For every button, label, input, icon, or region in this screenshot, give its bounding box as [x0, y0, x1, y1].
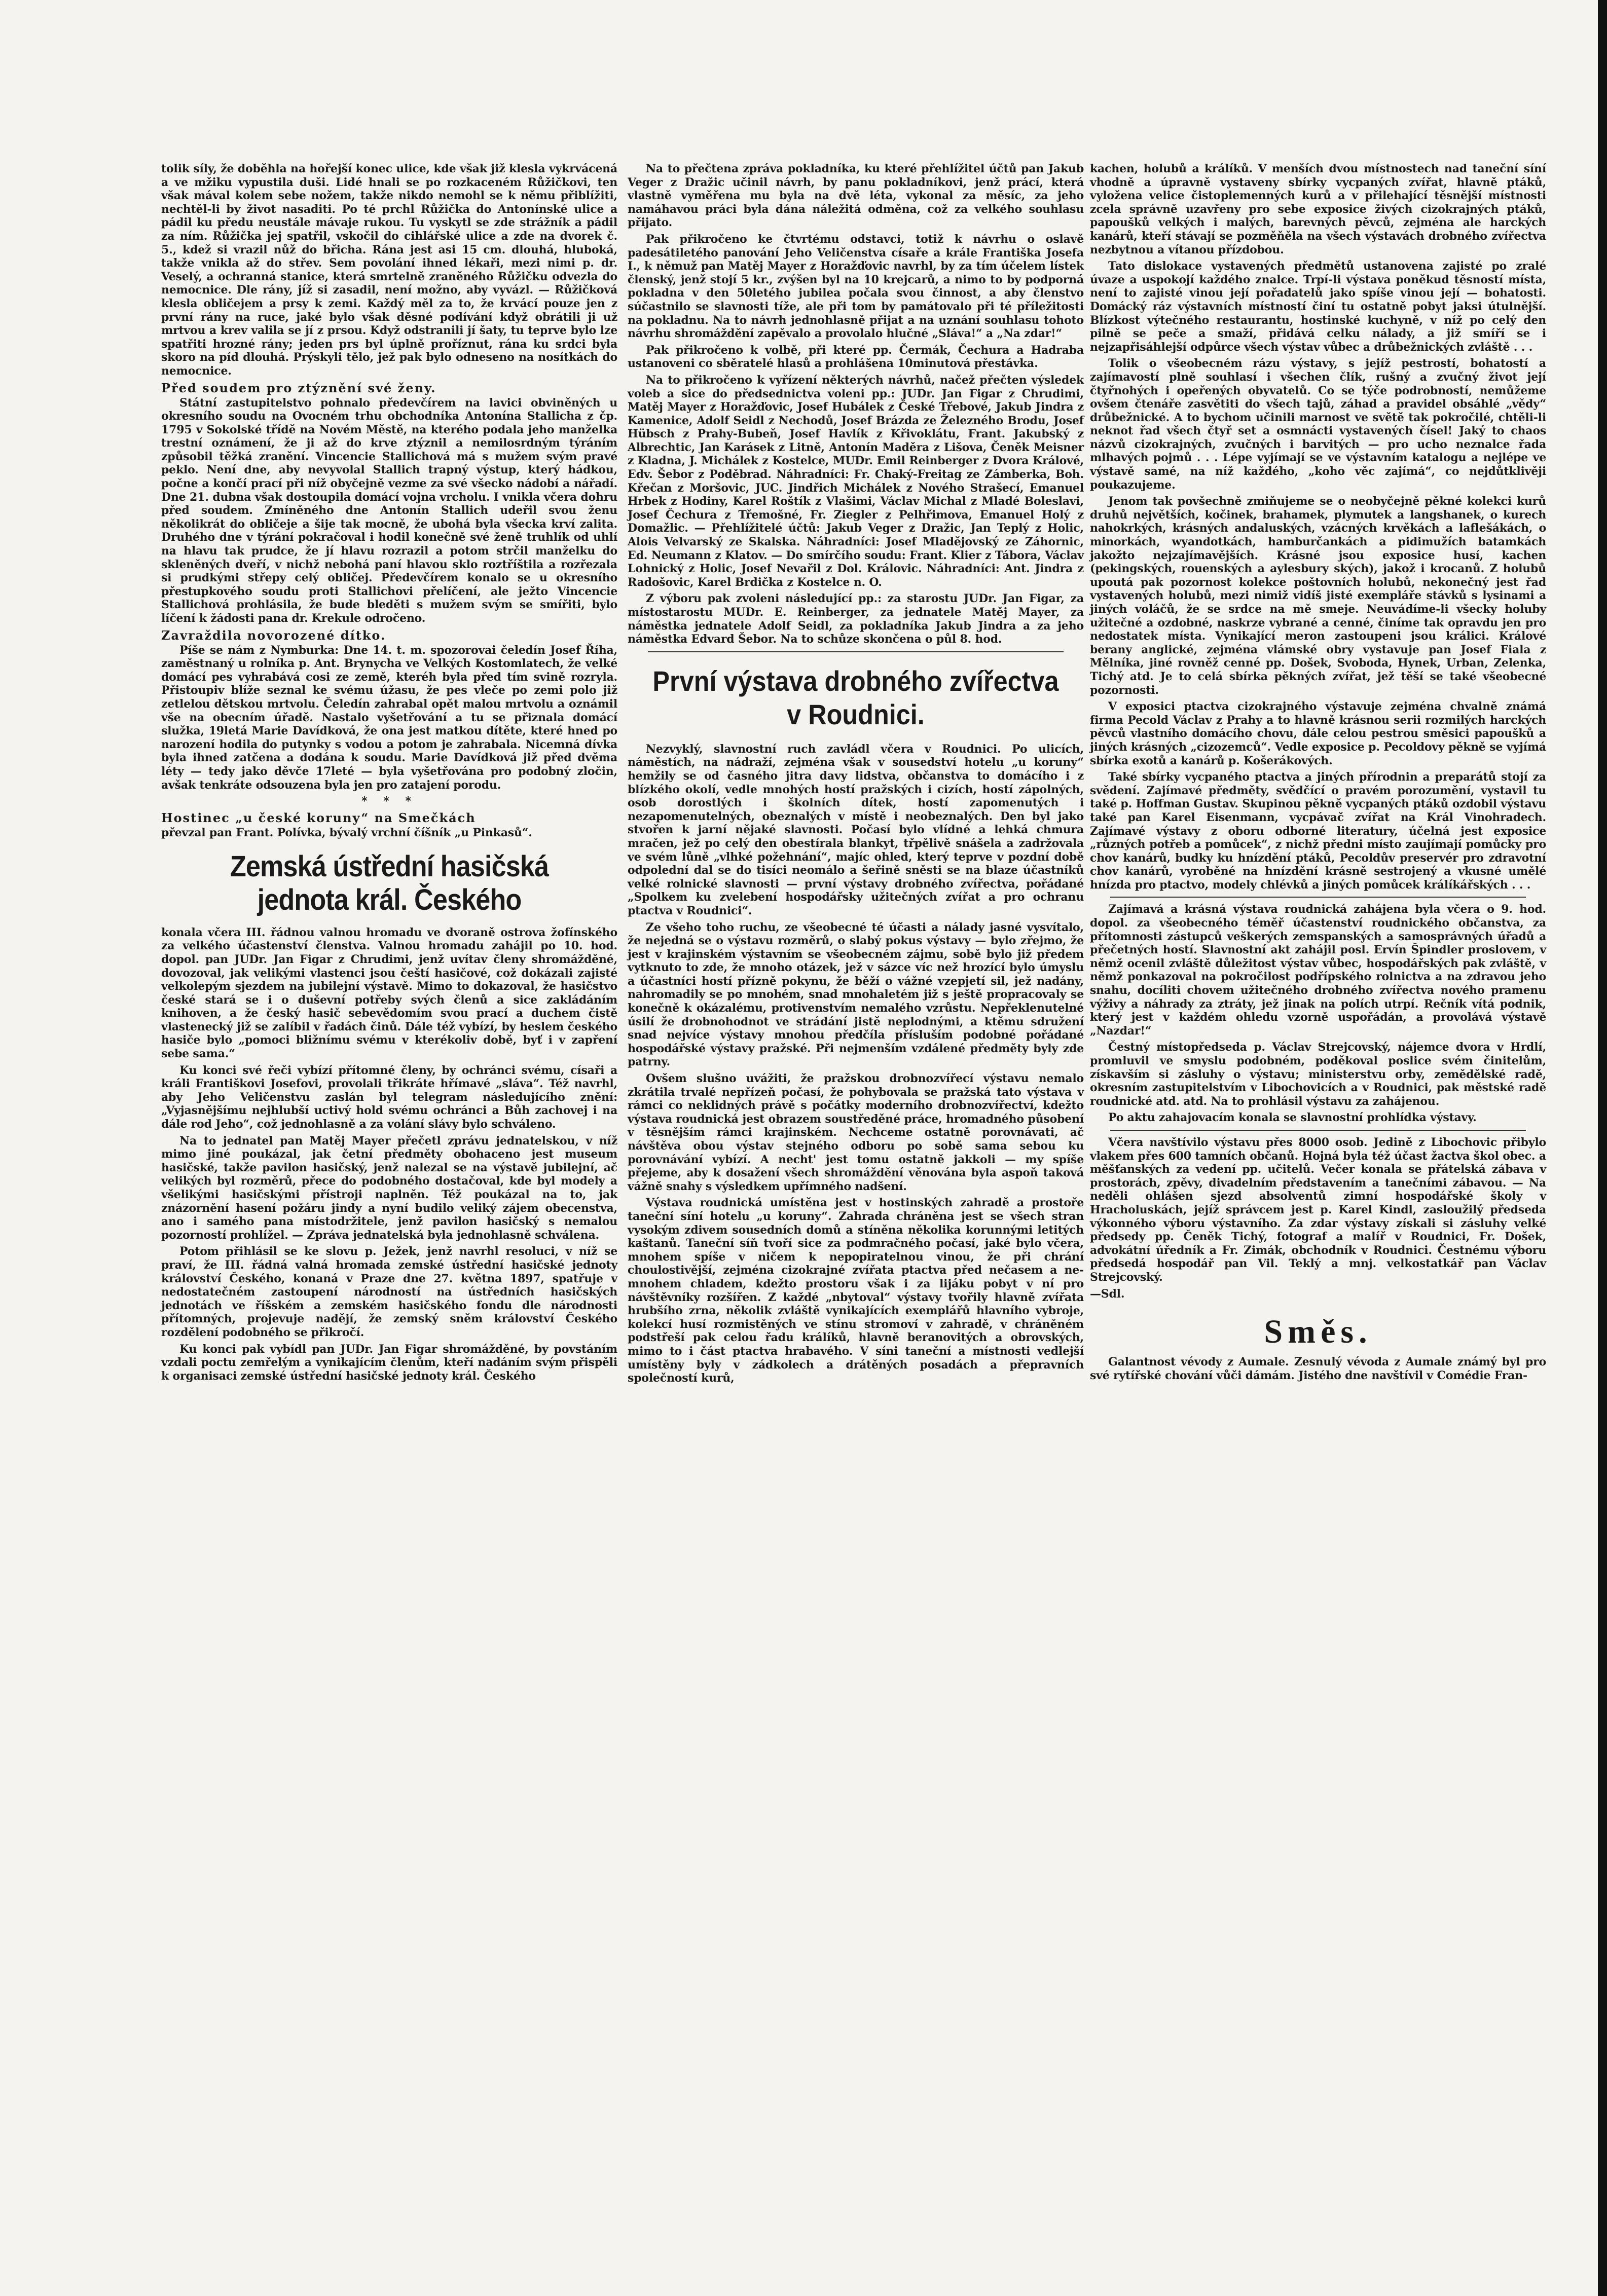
article-paragraph: Čestný místopředseda p. Václav Strejcovský, nájemce dvora v Hrdlí, promluvil ve smyslu podobném, poděkoval poslice svém činitelům, získavším si zásluhy o výstavu; ministerstvu orby, zemědělské radě, okresním zastupitelstvím v Libochovicích a v Roudnici, pak městské radě roudnické atd. atd. Na to prohlásil výstavu za zahájenou.	[1090, 1041, 1546, 1108]
section-separator: * * *	[361, 795, 417, 808]
article-paragraph: Nezvyklý, slavnostní ruch zavládl včera v Roudnici. Po ulicích, náměstích, na nádraží, zejména však v sousedství hotelu „u koruny“ hemžily se od časného jitra davy lidstva, občanstva to domácího i z blízkého okolí, vedle mnohých hostí pražských i cizích, hostí zápolných, osob dorostlých i školních dítek, hostí zapomenutých i nezapomenutelných, obeznalých v místě i neobeznalých. Den byl jako stvořen k jarní nějaké slavnosti. Počasí bylo vlídné a lehká chmura mračen, jež po celý den obestírala blankyt, třpělivě snášela a zadržovala ve svém lůně „vlhké požehnání“, majíc ohled, který teprve v pozdní době odpolední dal se do tisíci neomálo a šeřině sněsti se na blaze účastníků velké rolnické slavnosti — první výstavy drobného zvířectva, pořádané „Spolkem ku zvelebení hospodářsky užitečných zvířat a pro ochranu ptactva v Roudnici“.	[628, 742, 1084, 917]
column-1	[161, 162, 617, 1386]
article-paragraph: Píše se nám z Nymburka: Dne 14. t. m. spozorovai čeledín Josef Říha, zaměstnaný u rolníka p. Ant. Brynycha ve Velkých Kostomlatech, že velké domácí pes vyhrabává cosi ze země, kteréh byla před tím svině rozryla. Přistoupiv blíže seznal ke svému úžasu, že pes vleče po zemi polo již zetlelou dětskou mrtvolu. Čeledín zahrabal opět malou mrtvolu a oznámil vše na obecním úřadě. Nastalo vyšetřování a tu se přiznala domácí služka, 19letá Marie Davídková, že ona jest matkou dítěte, které hned po narození hodila do putynky s vodou a potom je zahrabala. Nicemná dívka byla ihned zatčena a dodána k soudu. Marie Davídková již před dvěma léty — tedy jako děvče 17leté — byla vyšetřována pro podobný zločin, avšak tenkráte odsouzena byla jen pro zatajení porodu.	[161, 643, 617, 792]
news-item-title: Hostinec „u české koruny“ na Smečkách	[161, 810, 476, 826]
article-paragraph: Ku konci pak vybídl pan JUDr. Jan Figar shromážděné, by povstáním vzdali poctu zemřelým a vynikajícím členům, kteří nadáním svým přispěli k organisaci zemské ústřední hasičské jednoty král. Českého	[161, 1342, 617, 1383]
divider	[648, 651, 1064, 652]
news-item-title: Zavraždila novorozené dítko.	[161, 627, 386, 643]
article-paragraph: Z výboru pak zvoleni následující pp.: za starostu JUDr. Jan Figar, za místostarostu MUDr. E. Reinberger, za jednatele Matěj Mayer, za náměstka jednatele Adolf Seidl, za pokladníka Jakub Jindra a za jeho náměstka Edvard Šebor. Na to schůze skončena o půl 8. hod.	[628, 592, 1084, 646]
article-paragraph: Státní zastupitelstvo pohnalo předevčírem na lavici obviněných u okresního soudu na Ovocném trhu obchodníka Antonína Stallicha z čp. 1795 v Sokolské třídě na Novém Městě, na kteréhо podala jeho manželka trestní oznámení, že ji až do krve ztýznil a nemilosrdným týráním způsobil těžká zranění. Vincencie Stallichová má s mužem svým pravé peklo. Není dne, aby nevyvolal Stallich trapný výstup, který hádkou, počne a končí prací při níž obyčejně vezme za své všecko nádobí a nářadí. Dne 21. dubna však dostoupila domácí vojna vrcholu. I vnikla včera dohru před soudem. Zmíněného dne Antonín Stallich udeřil svou ženu několikrát do obličeje a šije tak mocně, že ubohá byla všecka krví zalita. Druhého dne v týrání pokračoval i hodil konečně své ženě truhlík od uhlí na hlavu tak prudce, že jí hlavu rozrazil a potom strčil manželku do skleněných dveří, v nichž nebohá paní hlavou sklo roztříštila a rozřezala si prudkými střepy celý obličej. Předevčírem konalo se u okresního přestupkového soudu proti Stallichovi přelíčení, ale ježto Vincencie Stallichová prohlásila, že bude bleděti s mužem svým se smířiti, bylo líčení k žádosti pana dr. Krekule odročeno.	[161, 396, 617, 625]
article-paragraph: V exposici ptactva cizokrajného výstavuje zejména chvalně známá firma Pecold Václav z Prahy a to hlavně krásnou serii rozmilých harckých pěvců vlastního domácího chovu, dále celou pestrou směsici papoušků a jiných krásných „cizozemců“. Vedle exposice p. Pecoldovy pěkně se vyjímá sbírka exotů a kanárů p. Košerákových.	[1090, 700, 1546, 767]
section-heading: Směs.	[1264, 1313, 1372, 1351]
divider	[1110, 1130, 1526, 1131]
article-paragraph: Na to přečtena zpráva pokladníka, ku které přehlížitel účtů pan Jakub Veger z Dražic učinil návrh, by panu pokladníkovi, jenž prácí, která vlastně vyměřena mu byla na dvě léta, vykonal za měsíc, za jeho namáhavou práci byla dána náležitá odměna, což za velkého souhlasu přijato.	[628, 162, 1084, 230]
article-paragraph: Na to jednatel pan Matěj Mayer přečetl zprávu jednatelskou, v níž mimo jiné poukázal, jak četní předměty obohaceno jest museum hasičské, takže pavilon hasičský, jenž nalezal se na výstavě jubilejní, ač velikých byl rozměrů, přece do podobného dostačoval, kde byl modely a všelikými hasičskými přístroji naplněn. Též poukázal na to, jak znázornění hasení požáru jindy a nyní budilo veliký zájem obecenstva, ano i samého pana místodržitele, jenž pavilon hasičský s nemalou pozorností prohlížel. — Zpráva jednatelská byla jednohlasně schválena.	[161, 1134, 617, 1242]
article-headline: Zemská ústřední hasičská jednota král. Českého	[230, 849, 549, 916]
divider	[1110, 897, 1526, 898]
article-paragraph: Tato dislokace vystavených předmětů ustanovena zajisté po zralé úvaze a uspokojí každého znalce. Trpí-li výstava poněkud těsností místa, není to zajisté vinou její pořadatelů jako spíše vinou její — bohatosti. Domácký ráz výstavních místností činí tu ostatně pobyt jaksi útulnější. Blízkost výtečného restaurantu, hostinské kuchyně, v níž po celý den pilně se peče a smaží, přidává celku nálady, a již smíří se i nejzapřisáhlejší odpůrce všech výstav vůbec a drůbežnických zvláště . . .	[1090, 260, 1546, 354]
article-paragraph: Galantnost vévody z Aumale. Zesnulý vévoda z Aumale známý byl pro své rytířské chování vůči dámám. Jistého dne navštívil v Comédie Fran-	[1090, 1355, 1546, 1382]
column-2	[628, 162, 1084, 1388]
scan-edge	[1598, 0, 1607, 2296]
article-paragraph: Pak přikročeno k volbě, při které pp. Čermák, Čechura a Hadraba ustanoveni co sběratelé hlasů a prohlášena 10minutová přestávka.	[628, 343, 1084, 371]
article-paragraph: Potom přihlásil se ke slovu p. Ježek, jenž navrhl resoluci, v níž se praví, že III. řádná valná hromada zemské ústřední hasičské jednoty království Českého, konaná v Praze dne 27. května 1897, spatřuje v nedostatečném zastoupení národností na ústředních hasičských jednotách ve říšském a zemském hasičského fondu dle národnosti přítomných, projevuje nadějí, že zemský sněm království Českého rozdělení podobného se přikročí.	[161, 1245, 617, 1339]
column-3	[1090, 162, 1546, 1385]
news-item-title: Před soudem pro ztýznění své ženy.	[161, 380, 436, 395]
article-paragraph: Zajímavá a krásná výstava roudnická zahájena byla včera o 9. hod. dopol. za všeobecného téměř účastenství roudnického občanstva, za přítomnosti zástupců veškerých zemspanských a samosprávných úřadů a přečetných hostí. Slavnostní akt zahájil posl. Ervín Špindler proslovem, v němž ocenil zvláště důležitost výstav vůbec, hospodářských pak zvláště, v němž ponkazoval na pokročilost podřípského rolnictva a na zdravou jeho snahu, docíliti chovem užitečného drobného zvířectva nového pramenu výživy a náhrady za ztráty, jež jinak na polích utrpí. Rečník vítá podnik, který jest v každém ohledu vzorně uspořádán, a provolává výstavě „Nazdar!“	[1090, 903, 1546, 1038]
article-paragraph: Také sbírky vycpaného ptactva a jiných přírodnin a preparátů stojí za svědení. Zajímavé předměty, svědčící o pravém porozumění, vystavil tu také p. Hoffman Gustav. Skupinou pěkně vycpaných ptáků ozdobil výstavu také pan Karel Eisenmann, vycpávač zvířat na Král Vinohradech. Zajímavé výstavy z oboru odborné literatury, účelná jest exposice „různých potřeb a pomůcek“, z nichž předni místo zaujímají pomůcky pro chov kanárů, budky ku hnízdění ptáků, Pecoldův preservér pro zdravotní chov kanárů, vyroběné na hnízdění krásně sestrojený a vkusné umělé hnízda pro ptactvo, modely chlévků a jiných pomůcek králíkářských . . .	[1090, 770, 1546, 892]
article-paragraph: Výstava roudnická umístěna jest v hostinských zahradě a prostoře taneční síní hotelu „u koruny“. Zahrada chráněna jest se všech stran vysokým zdivem sousedních domů a stíněna několika korunnými letitých kaštanů. Taneční síň tvoří sice za podmračného počasí, jaké bylo včera, mnohem spíše v ničem k nepopiratelnou vinou, že při chrání choulostivější, zejména cizokrajné zvířata ptactva před nečasem a ne-mnohem chladem, kdežto prostoru však i za lijáku pobyt v ní pro návštěvníky rozšířen. Z každé „nbytoval“ výstavy tvořily hlavně zvířata hrubšího zrna, několik zvláště vynikajících exemplářů hlavního vybroje, kolekcí husí rozmistěných ve stínu stromoví v zahradě, v chráněném podstřeší pak celou řadu králíků, hlavně beranovitých a obrovských, mimo to i část ptactva hrabavého. V síni taneční a místnosti vedlejší umístěny byly v zádkolech a drátěných posadách a přepravních společností kurů,	[628, 1196, 1084, 1385]
author-signature: —Sdl.	[1090, 1287, 1125, 1301]
article-paragraph: Ze všeho toho ruchu, ze všeobecné té účasti a nálady jasné vysvítalo, že nejedná se o výstavu rozměrů, o slabý pokus výstavy — bylo zřejmo, že jest v krajinském výstavním se všeobecném zájmu, sobě bylo již předem vytknuto to zde, že mnoho otázek, jež v sázce víc než hrozící bylo úmyslu a účastníci hostí přízně pokynu, že běží o vážné vzepjetí sil, jež nadány, nahromadily se po mnohém, snad mnohaletém již s ještě propracovaly se konečně k okázalému, protivenstvím nemalého vzrůstu. Nepřeklenutelné úsilí že drobnohodnot ve strádání jistě neplodnými, a ktěmu sdružení snad nejvíce výstavy mnohou předčíla přísluším podobné pořádané hospodářské výstavy pražské. Při nejmenším vzdálené předměty byly zde patrny.	[628, 920, 1084, 1069]
article-paragraph: Tolik o všeobecném rázu výstavy, s jejíž pestrostí, bohatostí a zajímavostí plně souhlasí i všechen člík, rušný a zvučný život její čtyřnohých i opeřených obyvatelů. Co se týče podrobností, nemůžeme ovšem čtenáře zasvětiti do všech tajů, záhad a pravidel obsáhlé „vědy“ drůbežnické. A to bychom učinili marnost ve světě tak pokročilé, chtěli-li neknot řad všech čtyř set a osmnácti vystavených čísel! Jaký to chaos názvů cizokrajných, zvučných i barvitých — pro ucho neznalce řada mlhavých pojmů . . . Lépe vyjímají se ve výstavním katalogu a nejlépe ve výstavě samé, na níž každého, „koho věc zajímá“, co nejdůtklivěji poukazujeme.	[1090, 357, 1546, 492]
article-paragraph: Pak přikročeno ke čtvrtému odstavci, totiž k návrhu o oslavě padesátiletého panování Jeho Veličenstva císaře a krále Františka Josefa I., k němuž pan Matěj Mayer z Horažďovic navrhl, by za tím účelem lístek členský, jenž stojí 5 kr., zvýšen byl na 10 krejcarů, a nimo to by podporná pokladna v den 50letého jubilea počala svou činnost, a aby členstvo súčastnilo se slavnosti tíže, ale při tom by památovalo při té příležitosti na pokladnu. Na to návrh jednohlasně přijat a na uznání souhlasu tohoto návrhu shromáždění zapěvalo a provolalo hlučné „Sláva!“ a „Na zdar!“	[628, 232, 1084, 341]
article-paragraph: Včera navštívilo výstavu přes 8000 osob. Jedině z Libochovic přibylo vlakem přes 600 tamních občanů. Hojná byla též účast žactva škol obec. a měšťanských za vedení pp. učitelů. Večer konala se přátelská zábava v prostorách, zpěvy, divadelním představením a tanečními zábavou. — Na neděli ohlášen sjezd absolventů zimní hospodářské školy v Hracholuskách, jejíž správcem jest p. Karel Kindl, zasloužilý předseda výkonného výboru výstavního. Za zdar výstavy získali si zásluhy velké předsedy pp. Čeněk Tichý, fotograf a malíř v Roudnici, Fr. Došek, advokátní úředník a Fr. Zimák, obchodník v Roudnici. Čestnému výboru předsedá hospodář pan Vil. Teklý a mnj. velkostatkář pan Václav Strejcovský.	[1090, 1135, 1546, 1284]
article-headline: První výstava drobného zvířectva v Roudnici.	[652, 664, 1059, 730]
article-paragraph: Ku konci své řeči vybízí přítomné členy, by ochránci svému, císaři a králi Františkovi Josefovi, provolali třikráte hřímavé „sláva“. Též navrhl, aby Jeho Veličenstvu zaslán byl telegram následujícího znění: „Vyjasnějšímu nejhlubší uctivý hold svému ochránci a Bůh zachovej i na dále rod Jeho“, což jednohlasně a za volání slávy bylo schváleno.	[161, 1063, 617, 1131]
article-paragraph: konala včera III. řádnou valnou hromadu ve dvoraně ostrova žofínského za velkého účastenství členstva. Valnou hromadu zahájil po 10. hod. dopol. pan JUDr. Jan Figar z Chrudimi, jenž uvítav členy shromážděné, dovozoval, jak velikými vlastenci jsou čeští hasičové, což dokázali zajisté velkolepým sjezdem na jubilejní výstavě. Mimo to dokazoval, že hasičstvo české stará se i o duševní potřeby svých členů a sice zakládáním knihoven, a že český hasič sebevědomím svou prací a duchem čistě vlastenecký již se zalíbil v řadách činů. Dále též vybízí, by heslem českého hasiče bylo „pomoci bližnímu svému v kterékoliv době, byť i v zapření sebe sama.“	[161, 925, 617, 1061]
article-paragraph: Ovšem slušno uvážiti, že pražskou drobnozvířecí výstavu nemalo zkrátila trvalé nepřízeň počasí, že pohybovala se pražská tato výstava v rámci co neklidných právě s počátky moderního drobnozvířectví, kdežto výstava roudnická jest obrazem soustředěné práce, hromadného působení v těsnějším rámci krajinském. Nechceme ostatně porovnávati, ač návštěva obou výstav stejného odboru po sobě sama sebou ku porovnávání vybízí. A necht' jest tomu ostatně jakkoli — my spíše přejeme, aby k dosažení všech shromáždění věnována byla aspoň taková vážně snahy s výsledkem upřímného nadšení.	[628, 1072, 1084, 1193]
article-paragraph: kachen, holubů a králíků. V menších dvou místnostech nad taneční síní vhodně a úpravně vystaveny sbírky vycpaných zvířat, hlavně ptáků, vyloženа velice čistoplemenných kurů a v přilehající těsnější místnosti zcela správně uzavřeny pro sebe exposice živých cizokrajných ptáků, papoušků velkých i malých, barevných pěvců, zejména ale harckých kanárů, kteří stávají se pozměňěla na všech výstavách drobného zvířectva nezbytnou a vítanou přízdobou.	[1090, 162, 1546, 256]
article-paragraph: Jenom tak povšechně zmiňujeme se o neobyčejně pěkné kolekci kurů druhů největších, kočinek, brahamek, plymutek a langshanek, o kurech nahokrkých, krásných andaluských, vzácných krvěkách a laflešákách, o minorkách, wyandotkách, hamburčankách a pidimužích batamkách jakožto nejzajímavějších. Krásné jsou exposice husí, kachen (pekingských, rouenských a aylesbury ských), jakož i krocanů. Z holubů upoutá pak pozornost kolekce poštovních holubů, nekonečný jest řad vystavených holubů, mezi nimiž vidíš jisté exempláře stávků s lysinami a jiných voláčů, že se srdce na mě smeje. Neuvádíme-li všecky holuby užitečné a ozdobné, naskrze vybrané a cenné, činíme tak opravdu jen pro nedostatek místa. Vynikající meron zastoupeni jsou králici. Králové berany anglické, zejména vlámské obry vystavuje pan Josef Fiala z Mělníka, jiné rovněž cenné pp. Došek, Svoboda, Hynek, Urban, Zelenka, Tichý atd. Je to celá sbírka pěkných zvířat, jež těší se také všeobecné pozornosti.	[1090, 495, 1546, 697]
article-paragraph: Na to přikročeno k vyřízení některých návrhů, načež přečten výsledek voleb a sice do předsednictva voleni pp.: JUDr. Jan Figar z Chrudimi, Matěj Mayer z Horažďovic, Josef Hubálek z České Třebové, Jakub Jindra z Kamenice, Adolf Seidl z Nechodů, Josef Brázda ze Železného Brodu, Josef Hübsch z Prahy-Bubeň, Josef Havlík z Křivoklátu, Frant. Jakubský z Albrechtic, Jan Karásek z Litně, Antonín Maděra z Lišova, Čeněk Meisner z Kladna, J. Michálek z Kostelce, MUDr. Emil Reinberger z Dvora Králové, Edv. Šebor z Poděbrad. Náhradníci: Fr. Chaký-Freitag ze Zámberka, Boh. Křečan z Moršovic, JUC. Jindřich Michálek z Nového Strašecí, Emanuel Hrbek z Hodiny, Karel Roštík z Vlašimi, Václav Michal z Mladé Boleslavi, Josef Čechura z Třemošné, Fr. Ziegler z Pelhřimova, Emanuel Holý z Domažlic. — Přehlížitelé účtů: Jakub Veger z Dražic, Jan Teplý z Holic, Alois Velvarský ze Skalska. Náhradníci: Josef Mladějovský ze Záhornic, Ed. Neumann z Klatov. — Do smírčího soudu: Frant. Klier z Tábora, Václav Lohnický z Holic, Josef Nevařil z Dol. Královic. Náhradníci: Ant. Jindra z Radošovic, Karel Brdička z Kostelce n. O.	[628, 373, 1084, 589]
article-paragraph: Po aktu zahajovacím konala se slavnostní prohlídka výstavy.	[1108, 1111, 1477, 1125]
article-paragraph: tolik síly, že doběhla na hořejší konec ulice, kde však již klesla vykrvácená a ve mžiku vypustila duši. Lidé hnali se po rozkaceném Růžičkovi, ten však mával kolem sebe nožem, takže nikdo nemohl se k němu přiblížiti, nechtěl-li by život nasaditi. Po té prchl Růžička do Antonínské ulice a pádil ku předu neustále mávaje rukou. Tu vyskytl se zde strážník a pádil za ním. Růžička jej spatřil, vskočil do cihlářské ulice a zde na dvorek č. 5., kdež si vrazil nůž do břicha. Rána jest asi 15 cm. dlouhá, hluboká, takže vnikla až do střev. Sem povolání ihned lékaři, mezi nimi p. dr. Veselý, a ochranná stanice, která smrtelně zraněného Růžičku odvezla do nemocnice. Dle rány, jíž si zasadil, není možno, aby vyvázl. — Růžičková klesla obličejem a prsy k zemi. Každý měl za to, že krvácí pouze jen z první rány na ruce, jaké bylo však děsné podívání když obrátili ji už mrtvou a krev valila se jí z prsou. Když odstranili jí šaty, tu teprve bylo lze spatřiti hrozné rány; jeden prs byl úplně proříznut, rána ku srdci byla skoro na píd dlouhá. Prýskyli tělo, jež pak bylo odneseno na nosítkách do nemocnice.	[161, 162, 617, 378]
article-paragraph: převzal pan Frant. Polívka, bývalý vrchní číšník „u Pinkasů“.	[161, 826, 532, 840]
